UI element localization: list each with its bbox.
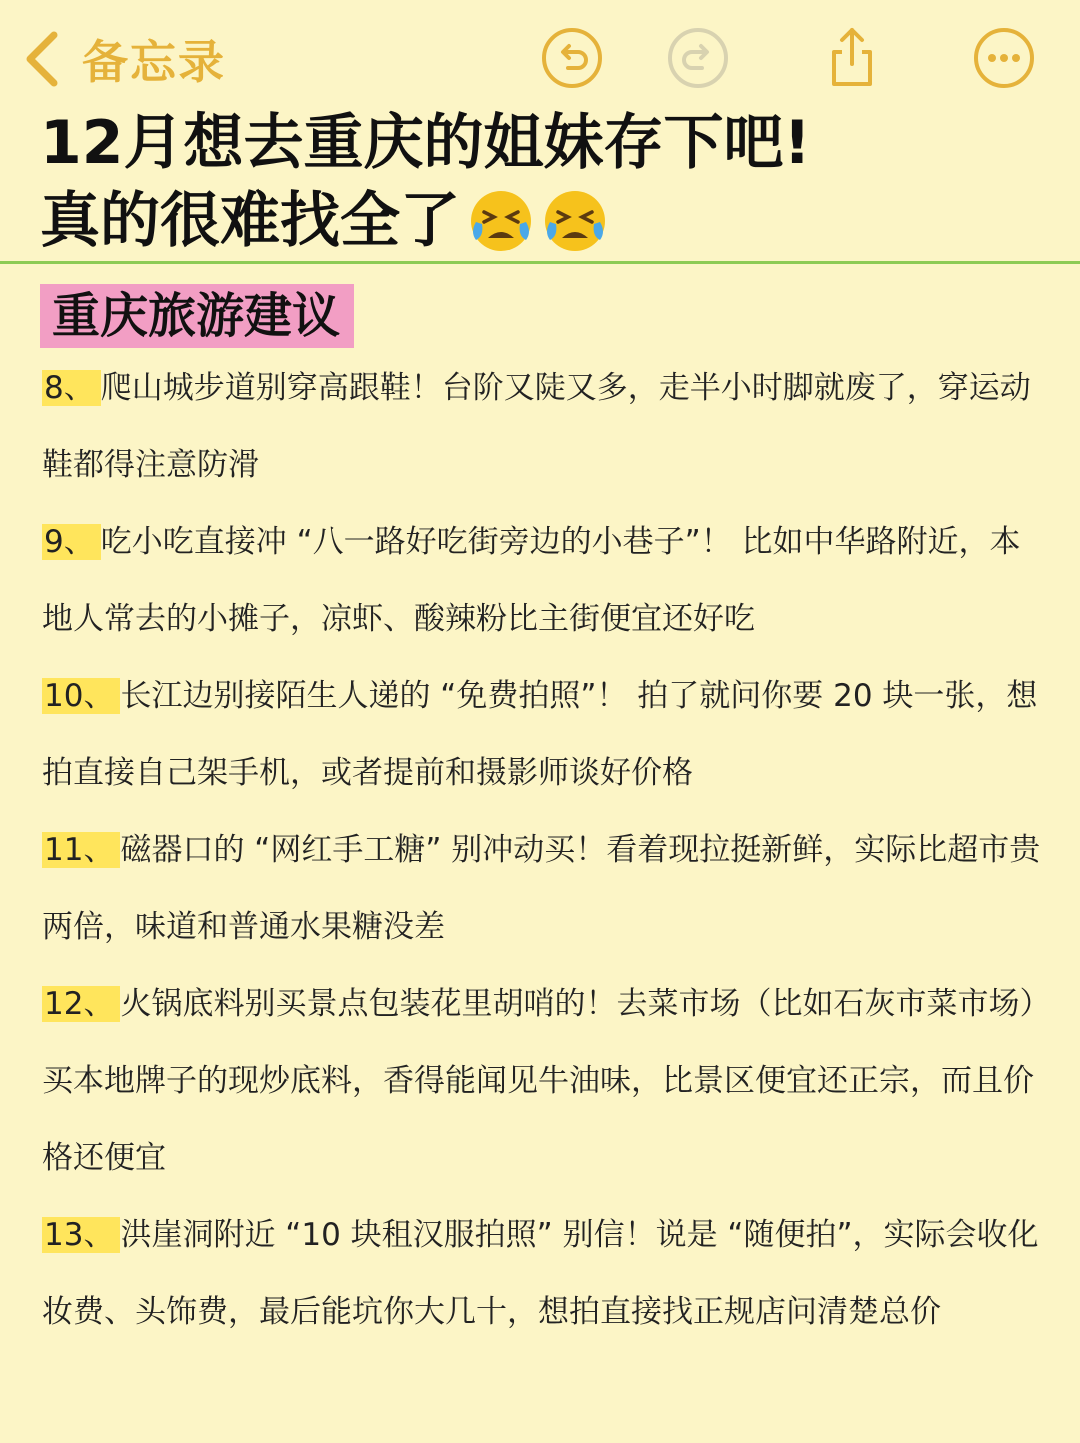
tip-item (42, 812, 1042, 966)
tip-item (42, 658, 1042, 812)
top-bar (0, 0, 1080, 110)
undo-button[interactable] (540, 26, 604, 90)
redo-icon (666, 26, 730, 90)
section-heading: 重庆旅游建议 (40, 284, 354, 348)
tip-text: 磁器口的 “网红手工糖” 别冲动买！看着现拉挺新鲜，实际比超市贵两倍，味道和普通水果糖没差 (42, 832, 1041, 945)
title-line-1 (40, 104, 1060, 182)
title-divider (0, 261, 1080, 264)
crying-face-emoji-icon (468, 188, 534, 254)
title-text-1: 12月想去重庆的姐妹存下吧! (40, 108, 811, 178)
chevron-left-icon (22, 29, 64, 89)
share-icon (820, 26, 884, 90)
tip-number: 11、 (42, 832, 120, 868)
tip-item (42, 966, 1042, 1197)
more-button[interactable] (972, 26, 1036, 90)
tip-text: 吃小吃直接冲 “八一路好吃街旁边的小巷子”！ 比如中华路附近，本地人常去的小摊子，凉虾、酸辣粉比主街便宜还好吃 (42, 524, 1021, 637)
tip-number: 9、 (42, 524, 101, 560)
tip-item (42, 1197, 1042, 1351)
tip-number: 13、 (42, 1217, 120, 1253)
tip-number: 10、 (42, 678, 120, 714)
tips-list[interactable] (42, 350, 1042, 1351)
title-line-2 (40, 182, 1060, 260)
title-text-2: 真的很难找全了 (40, 186, 460, 256)
note-title[interactable] (40, 104, 1060, 260)
back-label: 备忘录 (82, 35, 226, 89)
tip-item (42, 350, 1042, 504)
redo-button[interactable] (666, 26, 730, 90)
tip-number: 8、 (42, 370, 101, 406)
tip-text: 长江边别接陌生人递的 “免费拍照”！ 拍了就问你要 20 块一张，想拍直接自己架手机，或者提前和摄影师谈好价格 (42, 678, 1038, 791)
tip-text: 火锅底料别买景点包装花里胡哨的！去菜市场（比如石灰市菜市场）买本地牌子的现炒底料，香得能闻见牛油味，比景区便宜还正宗，而且价格还便宜 (42, 986, 1035, 1176)
share-button[interactable] (820, 26, 884, 90)
back-button[interactable] (22, 24, 226, 94)
crying-face-emoji-icon (542, 188, 608, 254)
tip-text: 洪崖洞附近 “10 块租汉服拍照” 别信！说是 “随便拍”，实际会收化妆费、头饰费，最后能坑你大几十，想拍直接找正规店问清楚总价 (42, 1217, 1039, 1330)
tip-item (42, 504, 1042, 658)
tip-number: 12、 (42, 986, 120, 1022)
undo-icon (540, 26, 604, 90)
tip-text: 爬山城步道别穿高跟鞋！台阶又陡又多，走半小时脚就废了，穿运动鞋都得注意防滑 (42, 370, 1031, 483)
more-icon (972, 26, 1036, 90)
